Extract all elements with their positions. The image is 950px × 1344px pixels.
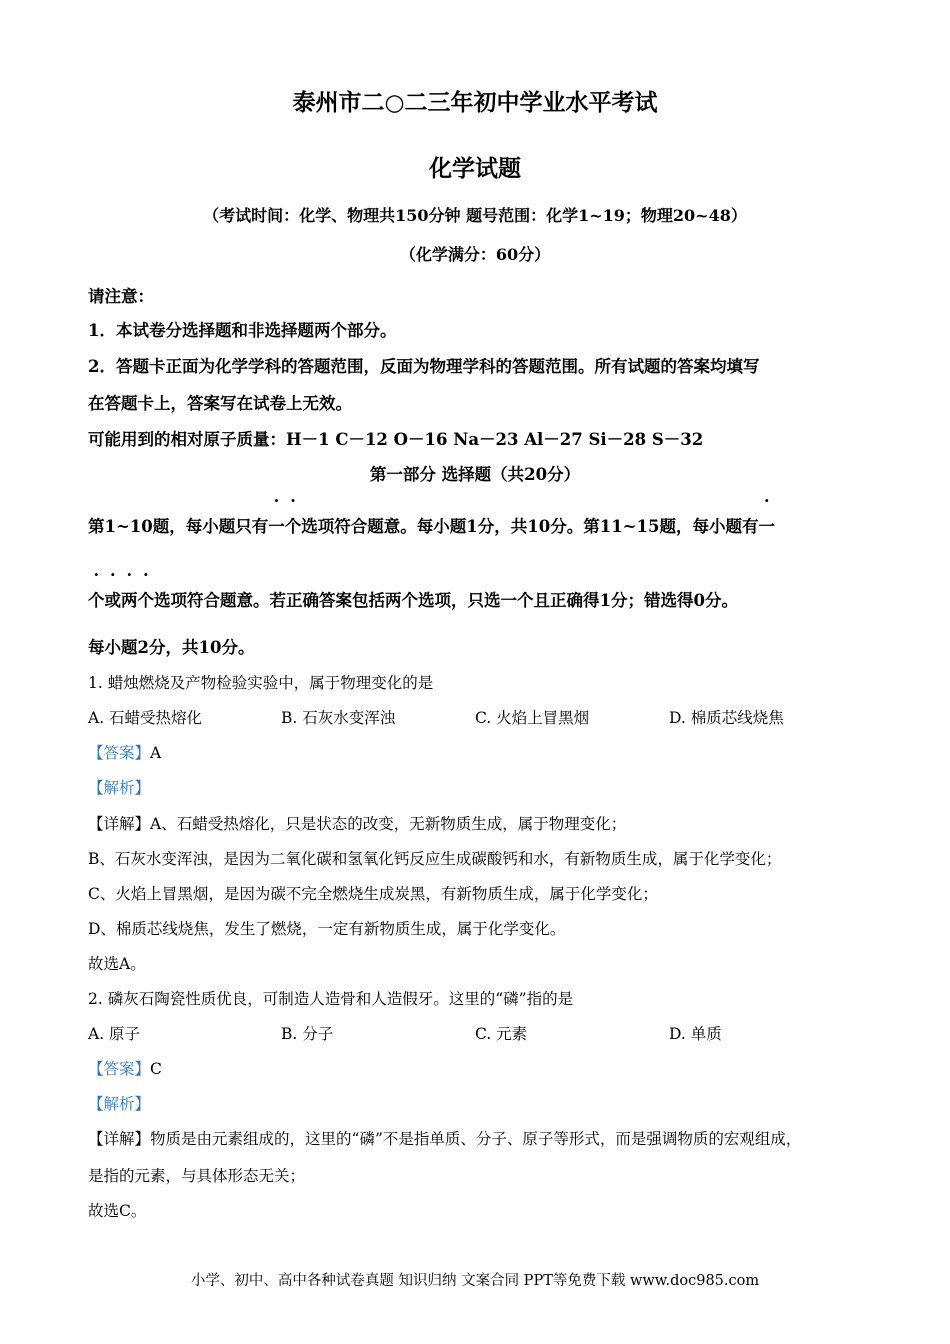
exam-time-info: （考试时间：化学、物理共150分钟 题号范围：化学1~19；物理20~48） [203,206,747,225]
emphasis-char: 一 [268,517,285,536]
answer-label: 【答案】 [88,1060,151,1078]
notice-item-2-line-1: 2．答题卡正面为化学学科的答题范围，反面为物理学科的答题范围。所有试题的答案均填写 [88,357,760,376]
emphasis-char: 个 [284,517,302,536]
answer-label: 【答案】 [88,744,151,762]
notice-item-1: 1．本试卷分选择题和非选择题两个部分。 [88,321,397,340]
part1-instruction-line-2 [88,587,738,611]
question-2-detail-line-2: 是指的元素，与具体形态无关； [88,1167,306,1185]
part1-instruction-line-1 [88,513,775,537]
atomic-mass-line: 可能用到的相对原子质量：H－1 C－12 O－16 Na－23 Al－27 Si－28 S－32 [88,430,704,449]
question-2-conclusion: 故选C。 [88,1202,147,1220]
part1-title: 第一部分 选择题（共20分） [369,465,581,484]
question-2-stem: 2. 磷灰石陶瓷性质优良，可制造人造骨和人造假牙。这里的“磷”指的是 [88,990,574,1008]
question-2-option-b: B. 分子 [281,1025,334,1043]
question-1-option-a: A. 石蜡受热熔化 [88,709,203,727]
question-2-option-a: A. 原子 [88,1025,141,1043]
question-1-conclusion: 故选A。 [88,955,146,973]
exam-title: 泰州市二○二三年初中学业水平考试 [292,89,658,116]
question-2-option-d: D. 单质 [669,1025,722,1043]
question-2-detail-line-1 [88,1127,801,1149]
question-1-answer [88,741,161,763]
answer-value: A [150,744,162,762]
instruction-text: 第1~10题，每小题只有 [88,517,269,536]
question-1-option-b: B. 石灰水变浑浊 [281,709,396,727]
notice-heading: 请注意： [88,287,154,306]
emphasis-char: 或 [104,591,121,610]
instruction-text: 选项符合题意。若正确答案包括两个选项，只选一个且正确得1分；错选得0分。 [154,591,738,610]
answer-value: C [150,1060,162,1078]
question-1-stem: 1. 蜡烛燃烧及产物检验实验中，属于物理变化的是 [88,674,434,692]
question-2-answer [88,1057,162,1079]
question-1-detail-line-2: B、石灰水变浑浊，是因为二氧化碳和氢氧化钙反应生成碳酸钙和水，有新物质生成，属于化学变化； [88,850,782,868]
question-2-option-c: C. 元素 [475,1025,528,1043]
question-1-detail-line-4: D、棉质芯线烧焦，发生了燃烧，一定有新物质生成，属于化学变化。 [88,920,566,938]
emphasis-char: 个 [137,591,154,610]
page-footer: 小学、初中、高中各种试卷真题 知识归纳 文案合同 PPT等免费下载 www.doc985.com [190,1273,760,1289]
part1-instruction-line-3: 每小题2分，共10分。 [88,638,255,657]
question-1-detail-line-3: C、火焰上冒黑烟，是因为碳不完全燃烧生成炭黑，有新物质生成，属于化学变化； [88,885,658,903]
detail-label: 【详解】 [88,1130,151,1148]
question-1-option-d: D. 棉质芯线烧焦 [669,709,784,727]
question-1-detail-line-1 [88,812,626,834]
emphasis-char: 一 [758,517,775,536]
score-info: （化学满分：60分） [399,245,551,264]
subject-title: 化学试题 [429,155,521,182]
emphasis-char: 个 [88,591,105,610]
detail-text: A、石蜡受热熔化，只是状态的改变，无新物质生成，属于物理变化； [150,815,627,833]
question-2-analysis-label: 【解析】 [88,1095,151,1113]
instruction-text: 选项符合题意。每小题1分，共10分。第11~15题，每小题有 [301,517,759,536]
question-1-analysis-label: 【解析】 [88,779,151,797]
question-1-option-c: C. 火焰上冒黑烟 [475,709,590,727]
detail-label: 【详解】 [88,815,151,833]
detail-text: 物质是由元素组成的，这里的“磷”不是指单质、分子、原子等形式，而是强调物质的宏观组成， [150,1130,802,1148]
notice-item-2-line-2: 在答题卡上，答案写在试卷上无效。 [88,394,352,413]
emphasis-char: 两 [121,591,138,610]
